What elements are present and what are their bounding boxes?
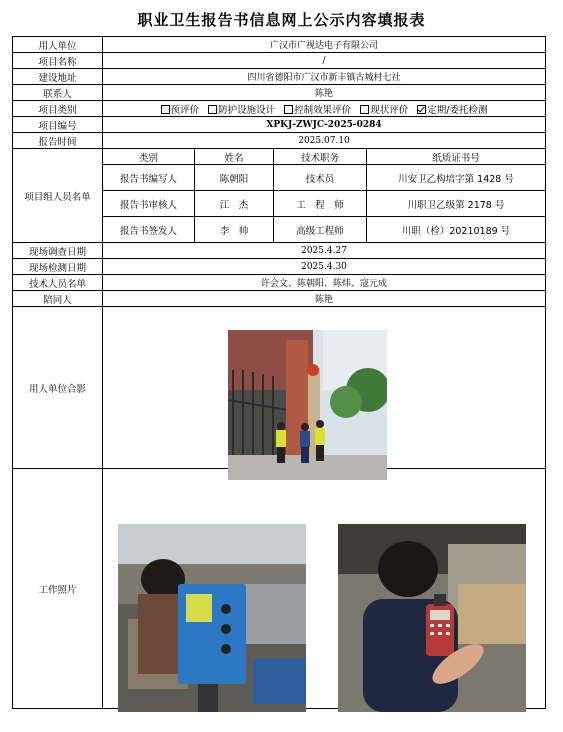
survey-date-row bbox=[13, 243, 546, 259]
member-cert: 川安卫乙构培字第 1428 号 bbox=[367, 165, 546, 191]
team-header-cert: 纸质证书号 bbox=[367, 149, 546, 165]
test-date-row bbox=[13, 259, 546, 275]
member-cert: 川职（检）20210189 号 bbox=[367, 217, 546, 243]
employer-label: 用人单位 bbox=[13, 37, 103, 53]
option-control-effect[interactable] bbox=[284, 102, 351, 116]
member-title: 高级工程师 bbox=[274, 217, 367, 243]
option-label: 预评价 bbox=[170, 104, 200, 116]
member-name: 陈朝阳 bbox=[195, 165, 274, 191]
member-name: 李 帅 bbox=[195, 217, 274, 243]
project-no-row bbox=[13, 117, 546, 133]
page-title: 职业卫生报告书信息网上公示内容填报表 bbox=[137, 11, 426, 29]
companion-row bbox=[13, 291, 546, 307]
member-name: 江 杰 bbox=[195, 191, 274, 217]
team-header-name: 姓名 bbox=[195, 149, 274, 165]
project-no-label: 项目编号 bbox=[13, 117, 103, 133]
checkbox-icon[interactable] bbox=[208, 105, 217, 114]
contact-value: 陈艳 bbox=[103, 85, 546, 101]
checkbox-icon[interactable] bbox=[360, 105, 369, 114]
option-protection-design[interactable] bbox=[208, 102, 275, 116]
project-type-label: 项目类别 bbox=[13, 101, 103, 117]
team-header-row bbox=[13, 149, 546, 165]
option-periodic-testing[interactable] bbox=[417, 102, 487, 116]
work-photo-noise-meter bbox=[338, 524, 526, 712]
project-name-value: / bbox=[103, 53, 546, 69]
tech-staff-label: 技术人员名单 bbox=[13, 275, 103, 291]
group-photo bbox=[228, 330, 387, 480]
address-label: 建设地址 bbox=[13, 69, 103, 85]
project-no-value: XPKJ-ZWJC-2025-0284 bbox=[103, 117, 546, 133]
work-photos-label: 工作照片 bbox=[13, 469, 103, 709]
member-title: 工 程 师 bbox=[274, 191, 367, 217]
project-name-row bbox=[13, 53, 546, 69]
companion-label: 陪同人 bbox=[13, 291, 103, 307]
team-label: 项目组人员名单 bbox=[13, 149, 103, 243]
option-label: 防护设施设计 bbox=[218, 104, 276, 116]
member-role: 报告书签发人 bbox=[103, 217, 195, 243]
option-pre-evaluation[interactable] bbox=[161, 102, 200, 116]
option-label: 控制效果评价 bbox=[294, 104, 352, 116]
option-label: 定期/委托检测 bbox=[427, 104, 488, 116]
test-date-value: 2025.4.30 bbox=[103, 259, 546, 275]
member-role: 报告书审核人 bbox=[103, 191, 195, 217]
companion-value: 陈艳 bbox=[103, 291, 546, 307]
option-status-evaluation[interactable] bbox=[360, 102, 408, 116]
group-photo-label: 用人单位合影 bbox=[13, 307, 103, 469]
report-time-label: 报告时间 bbox=[13, 133, 103, 149]
address-row bbox=[13, 69, 546, 85]
project-type-row bbox=[13, 101, 546, 117]
project-type-options bbox=[103, 101, 546, 117]
test-date-label: 现场检测日期 bbox=[13, 259, 103, 275]
option-label: 现状评价 bbox=[370, 104, 409, 116]
survey-date-label: 现场调查日期 bbox=[13, 243, 103, 259]
tech-staff-value: 许会文、陈朝阳、陈炜、寇元成 bbox=[103, 275, 546, 291]
employer-value: 广汉市广视达电子有限公司 bbox=[103, 37, 546, 53]
checkbox-icon[interactable] bbox=[284, 105, 293, 114]
member-title: 技术员 bbox=[274, 165, 367, 191]
team-header-role: 类别 bbox=[103, 149, 195, 165]
member-cert: 川职卫乙级第 2178 号 bbox=[367, 191, 546, 217]
member-role: 报告书编写人 bbox=[103, 165, 195, 191]
work-photo-sampler bbox=[118, 524, 306, 712]
contact-row bbox=[13, 85, 546, 101]
address-value: 四川省德阳市广汉市新丰镇古城村七社 bbox=[103, 69, 546, 85]
report-time-value: 2025.07.10 bbox=[103, 133, 546, 149]
team-header-title: 技术职务 bbox=[274, 149, 367, 165]
tech-staff-row bbox=[13, 275, 546, 291]
survey-date-value: 2025.4.27 bbox=[103, 243, 546, 259]
contact-label: 联系人 bbox=[13, 85, 103, 101]
checkbox-icon[interactable] bbox=[161, 105, 170, 114]
employer-row bbox=[13, 37, 546, 53]
checkbox-checked-icon[interactable] bbox=[417, 105, 426, 114]
report-time-row bbox=[13, 133, 546, 149]
project-name-label: 项目名称 bbox=[13, 53, 103, 69]
